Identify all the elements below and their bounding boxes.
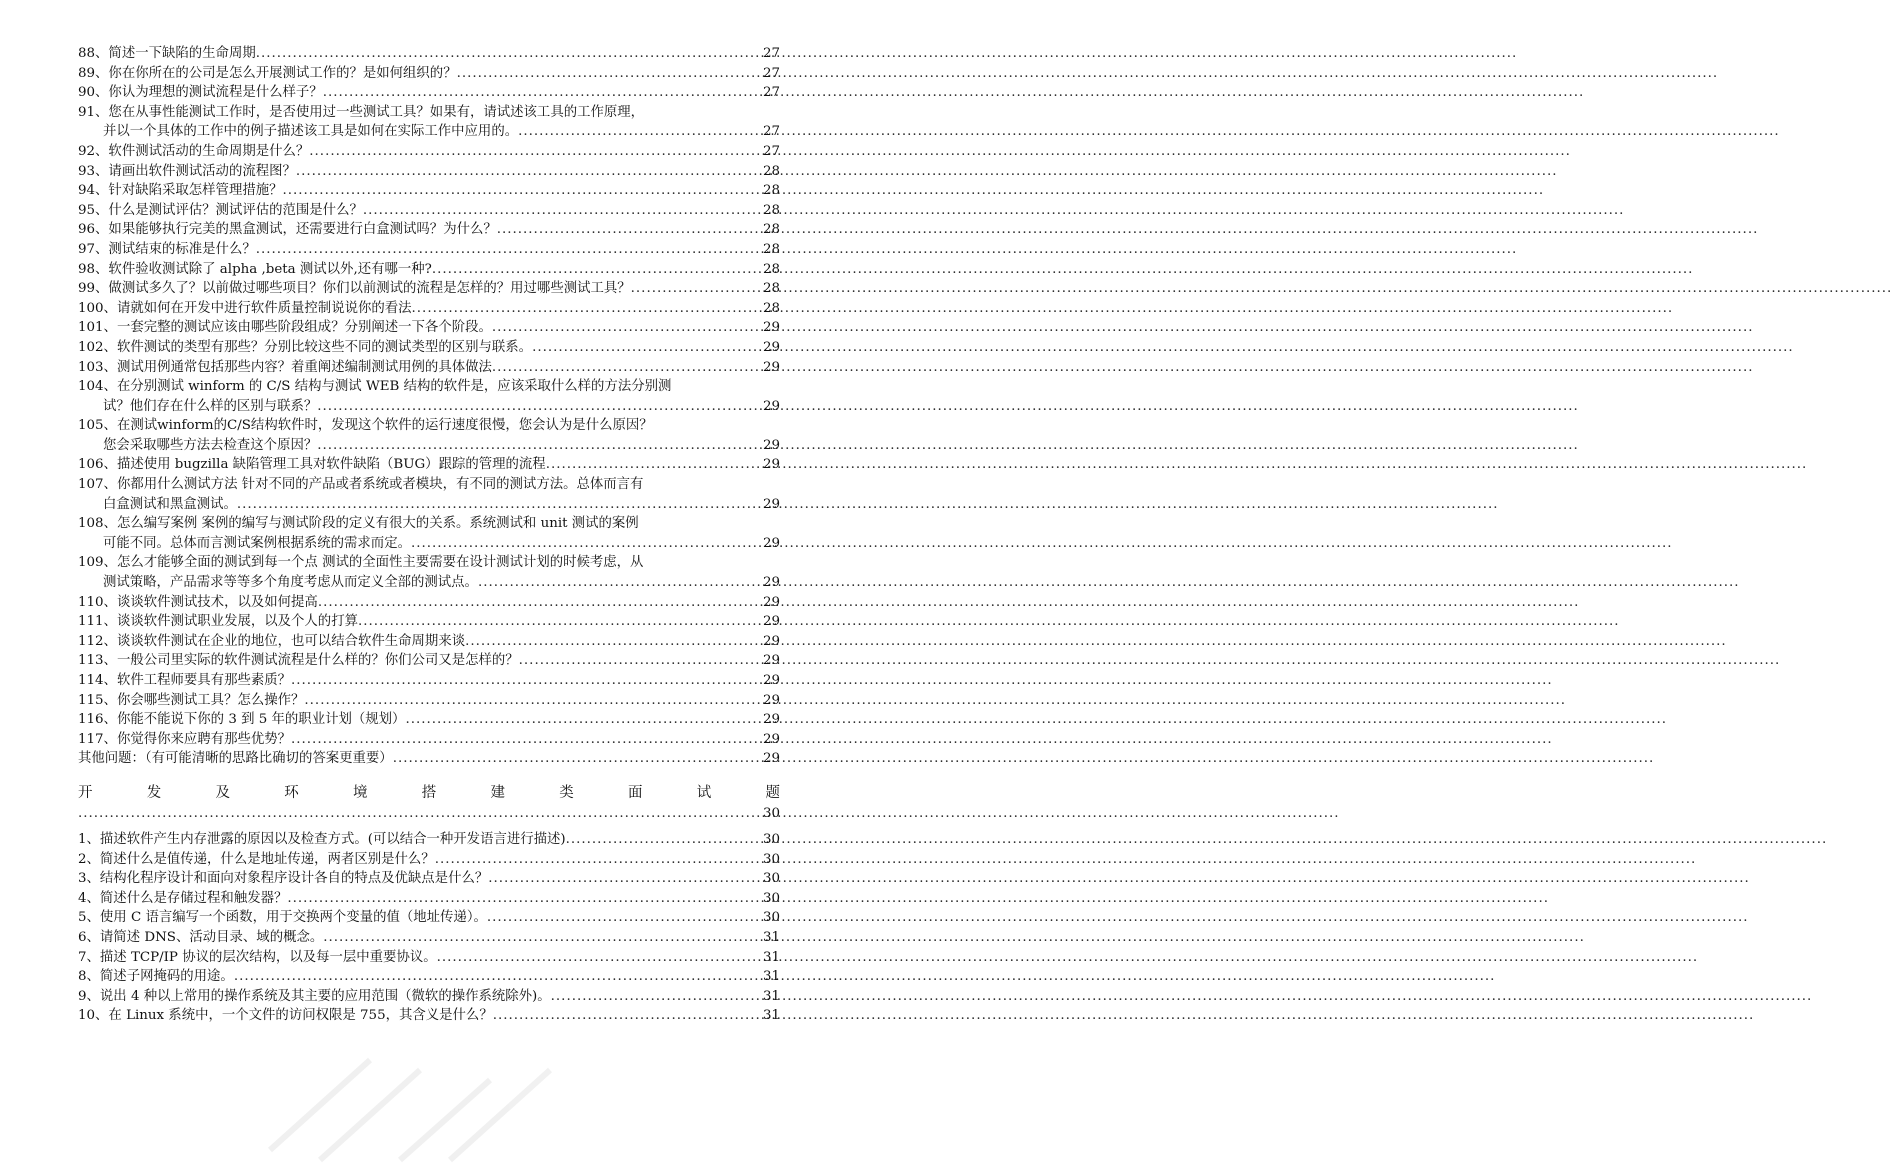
toc-entry[interactable] (78, 889, 780, 909)
table-of-contents (78, 44, 780, 1026)
toc-entry[interactable] (78, 928, 780, 948)
toc-page-number: 29 (762, 359, 780, 375)
dot-leader (487, 908, 761, 928)
dot-leader (318, 593, 761, 613)
toc-entry[interactable] (78, 869, 780, 889)
toc-entry-line (78, 691, 780, 711)
dot-leader (393, 749, 761, 769)
toc-entry-text: 94、针对缺陷采取怎样管理措施？ (78, 183, 283, 199)
dot-leader (492, 358, 761, 378)
toc-entry-text: 116、你能不能说下你的 3 到 5 年的职业计划（规划） (78, 712, 406, 728)
dot-leader (518, 122, 761, 142)
toc-entry-line (78, 632, 780, 652)
dot-leader (291, 730, 761, 750)
toc-entry-line (78, 889, 780, 909)
toc-page-number: 29 (762, 633, 780, 649)
toc-entry-text: 111、谈谈软件测试职业发展，以及个人的打算 (78, 614, 358, 630)
toc-list-testing (78, 44, 780, 769)
toc-entry-line (78, 83, 780, 103)
toc-entry[interactable] (78, 162, 780, 182)
toc-entry[interactable] (78, 730, 780, 750)
toc-entry-text: 99、做测试多久了？以前做过哪些项目？你们以前测试的流程是怎样的？用过哪些测试工具？ (78, 281, 631, 297)
toc-page-number: 29 (762, 594, 780, 610)
dot-leader (412, 299, 761, 319)
dot-leader (546, 455, 761, 475)
dot-leader (532, 338, 761, 358)
toc-entry-text: 109、怎么才能够全面的测试到每一个点 测试的全面性主要需要在设计测试计划的时候考虑，从 (78, 555, 644, 571)
toc-entry-line (78, 181, 780, 201)
toc-entry-line (78, 830, 780, 850)
toc-page-number: 29 (762, 398, 780, 414)
toc-entry-text: 114、软件工程师要具有那些素质？ (78, 673, 292, 688)
dot-leader (317, 397, 761, 417)
section-title-char: 类 (559, 784, 574, 801)
toc-page-number: 29 (762, 751, 780, 767)
toc-page-number: 27 (762, 65, 780, 81)
toc-entry-line (78, 142, 780, 162)
toc-entry-text: 可能不同。总体而言测试案例根据系统的需求而定。 (103, 535, 411, 551)
toc-entry[interactable] (78, 318, 780, 338)
dot-leader (478, 573, 761, 593)
toc-page-number: 28 (762, 202, 780, 218)
toc-entry[interactable] (78, 651, 780, 671)
toc-entry[interactable] (78, 850, 780, 870)
toc-page-number: 29 (762, 535, 780, 551)
toc-page-number: 31 (762, 1008, 780, 1024)
toc-entry-text: 5、使用 C 语言编写一个函数，用于交换两个变量的值（地址传递）。 (78, 910, 487, 926)
dot-leader (519, 651, 761, 671)
toc-entry-text: 4、简述什么是存储过程和触发器？ (78, 890, 288, 906)
toc-page-number: 31 (762, 988, 780, 1004)
toc-entry-text: 101、一套完整的测试应该由哪些阶段组成？分别阐述一下各个阶段。 (78, 320, 492, 336)
section-title (78, 784, 780, 804)
section-title-char: 题 (765, 784, 780, 801)
section-spacer (78, 769, 780, 784)
toc-entry[interactable] (78, 260, 780, 280)
toc-entry[interactable] (78, 455, 780, 475)
section-title-char: 境 (353, 784, 368, 801)
toc-page-number: 30 (762, 890, 780, 906)
toc-entry[interactable] (78, 749, 780, 769)
toc-entry-line (78, 260, 780, 280)
section-title-char: 试 (696, 784, 712, 801)
toc-entry-line (78, 201, 780, 221)
section-title-char: 环 (284, 784, 299, 801)
toc-page-number: 29 (762, 692, 780, 708)
toc-entry-continuation (78, 495, 780, 515)
toc-page-number: 28 (762, 241, 780, 257)
dot-leader (287, 889, 761, 909)
toc-page-number: 29 (762, 437, 780, 453)
dot-leader (437, 948, 761, 968)
toc-entry-line (78, 671, 780, 691)
dot-leader (78, 804, 761, 823)
toc-entry-line (78, 928, 780, 948)
toc-page-number: 27 (762, 124, 780, 140)
toc-entry-text: 89、你在你所在的公司是怎么开展测试工作的？是如何组织的？ (78, 65, 457, 81)
toc-page-number: 29 (762, 575, 780, 591)
toc-entry-line (78, 987, 780, 1007)
toc-entry[interactable] (78, 220, 780, 240)
toc-page-number: 27 (762, 46, 780, 61)
toc-entry-text: 115、你会哪些测试工具？怎么操作？ (78, 692, 305, 708)
toc-entry-line (78, 64, 780, 84)
dot-leader (304, 691, 761, 711)
dot-leader (358, 612, 761, 632)
toc-entry-continuation (78, 534, 780, 554)
toc-section-heading[interactable] (78, 784, 780, 824)
toc-entry-text: 91、您在从事性能测试工作时，是否使用过一些测试工具？如果有，请试述该工具的工作原理， (78, 104, 645, 120)
toc-entry-text: 2、简述什么是值传递，什么是地址传递，两者区别是什么？ (78, 851, 435, 867)
toc-entry-text: 112、谈谈软件测试在企业的地位，也可以结合软件生命周期来谈 (78, 633, 466, 649)
toc-entry-text: 8、简述子网掩码的用途。 (78, 969, 234, 985)
toc-entry[interactable] (78, 514, 780, 553)
dot-leader (317, 436, 761, 456)
toc-entry-text: 95、什么是测试评估？测试评估的范围是什么？ (78, 202, 363, 218)
dot-leader (631, 279, 761, 299)
toc-entry-line (78, 240, 780, 260)
toc-entry-line (78, 103, 780, 123)
dot-leader (256, 44, 761, 64)
toc-entry-line (78, 1006, 780, 1026)
toc-page-number: 30 (762, 851, 780, 867)
toc-entry[interactable] (78, 377, 780, 416)
toc-entry-text: 106、描述使用 bugzilla 缺陷管理工具对软件缺陷（BUG）跟踪的管理的流程 (78, 457, 546, 473)
dot-leader (309, 142, 761, 162)
dot-leader (457, 64, 761, 84)
toc-page-number: 28 (762, 222, 780, 238)
toc-entry-continuation (78, 436, 780, 456)
toc-entry[interactable] (78, 967, 780, 987)
dot-leader (363, 201, 761, 221)
toc-entry-text: 96、如果能够执行完美的黑盒测试，还需要进行白盒测试吗？为什么？ (78, 222, 497, 238)
toc-entry[interactable] (78, 691, 780, 711)
toc-entry-text: 1、描述软件产生内存泄露的原因以及检查方式。(可以结合一种开发语言进行描述) (78, 831, 566, 847)
dot-leader (492, 318, 761, 338)
toc-entry-line (78, 455, 780, 475)
toc-page-number: 30 (762, 831, 780, 847)
dot-leader (435, 850, 761, 870)
toc-entry-text: 92、软件测试活动的生命周期是什么？ (78, 143, 310, 159)
toc-entry[interactable] (78, 358, 780, 378)
toc-entry-text: 试？他们存在什么样的区别与联系？ (103, 398, 318, 414)
toc-entry-line (78, 553, 780, 573)
toc-entry-line (78, 279, 780, 299)
toc-entry[interactable] (78, 299, 780, 319)
toc-entry-line (78, 948, 780, 968)
toc-entry-line (78, 967, 780, 987)
toc-entry-line (78, 299, 780, 319)
toc-entry[interactable] (78, 181, 780, 201)
toc-entry-text: 105、在测试winform的C/S结构软件时，发现这个软件的运行速度很慢，您会认为是什么原因？ (78, 418, 653, 434)
toc-entry-line (78, 377, 780, 397)
toc-page-number: 28 (762, 163, 780, 179)
toc-entry-line (78, 651, 780, 671)
toc-entry-line (78, 869, 780, 889)
dot-leader (256, 240, 761, 260)
toc-entry-text: 7、描述 TCP/IP 协议的层次结构，以及每一层中重要协议。 (78, 949, 437, 965)
dot-leader (465, 632, 761, 652)
toc-entry[interactable] (78, 416, 780, 455)
watermark-stamp (250, 1040, 580, 1170)
dot-leader (566, 830, 761, 850)
toc-entry[interactable] (78, 987, 780, 1007)
toc-entry-text: 90、你认为理想的测试流程是什么样子？ (78, 85, 323, 101)
toc-page-number: 31 (762, 929, 780, 945)
toc-entry-text: 并以一个具体的工作中的例子描述该工具是如何在实际工作中应用的。 (103, 124, 519, 140)
section-title-char: 建 (490, 784, 505, 801)
dot-leader (405, 710, 761, 730)
toc-entry-line (78, 908, 780, 928)
toc-entry-text: 93、请画出软件测试活动的流程图？ (78, 163, 296, 179)
section-page-number: 30 (762, 805, 780, 821)
dot-leader (432, 260, 761, 280)
section-title-char: 面 (628, 784, 643, 801)
toc-entry-line (78, 358, 780, 378)
toc-entry-text: 88、简述一下缺陷的生命周期 (78, 46, 256, 61)
toc-page-number: 29 (762, 712, 780, 728)
section-title-leader-row (78, 804, 780, 824)
toc-entry-text: 6、请简述 DNS、活动目录、域的概念。 (78, 929, 324, 945)
toc-entry[interactable] (78, 240, 780, 260)
toc-entry-line (78, 44, 780, 64)
toc-page-number: 29 (762, 653, 780, 669)
toc-entry-line (78, 710, 780, 730)
toc-entry-continuation (78, 573, 780, 593)
toc-entry-line (78, 730, 780, 750)
toc-page-number: 28 (762, 183, 780, 199)
toc-entry-text: 108、怎么编写案例 案例的编写与测试阶段的定义有很大的关系。系统测试和 unit 测试的案例 (78, 516, 639, 532)
dot-leader (493, 1006, 761, 1026)
toc-page-number: 30 (762, 871, 780, 887)
toc-entry-line (78, 318, 780, 338)
toc-entry-text: 110、谈谈软件测试技术，以及如何提高 (78, 594, 318, 610)
toc-entry-text: 102、软件测试的类型有那些？分别比较这些不同的测试类型的区别与联系。 (78, 339, 533, 355)
toc-entry-text: 98、软件验收测试除了 alpha ,beta 测试以外,还有哪一种? (78, 261, 432, 277)
toc-entry-line (78, 338, 780, 358)
toc-entry-text: 100、请就如何在开发中进行软件质量控制说说你的看法 (78, 300, 412, 316)
toc-entry-line (78, 612, 780, 632)
toc-entry[interactable] (78, 201, 780, 221)
toc-page-number: 29 (762, 731, 780, 747)
toc-page-number: 29 (762, 496, 780, 512)
toc-page-number: 28 (762, 300, 780, 316)
toc-entry-line (78, 475, 780, 495)
toc-entry[interactable] (78, 710, 780, 730)
toc-page-number: 28 (762, 261, 780, 277)
toc-entry-line (78, 514, 780, 534)
toc-page-number: 27 (762, 143, 780, 159)
toc-list-dev-env (78, 830, 780, 1026)
dot-leader (488, 869, 761, 889)
toc-entry[interactable] (78, 593, 780, 613)
dot-leader (237, 495, 761, 515)
section-title-char: 开 (78, 784, 93, 801)
toc-entry-line (78, 416, 780, 436)
section-title-char: 搭 (421, 784, 437, 801)
toc-entry-text: 107、你都用什么测试方法 针对不同的产品或者系统或者模块，有不同的测试方法。总体而言有 (78, 477, 644, 493)
toc-entry[interactable] (78, 64, 780, 84)
toc-entry[interactable] (78, 632, 780, 652)
toc-page-number: 28 (762, 281, 780, 297)
dot-leader (323, 83, 761, 103)
toc-entry-text: 104、在分别测试 winform 的 C/S 结构与测试 WEB 结构的软件是，应该采取什么样的方法分别测 (78, 379, 672, 395)
dot-leader (291, 671, 761, 691)
toc-entry-text: 白盒测试和黑盒测试。 (103, 496, 237, 512)
section-title-char: 及 (215, 784, 230, 801)
toc-page-number: 29 (762, 320, 780, 336)
toc-entry[interactable] (78, 44, 780, 64)
dot-leader (497, 220, 761, 240)
toc-entry-line (78, 220, 780, 240)
dot-leader (283, 181, 761, 201)
toc-entry-text: 9、说出 4 种以上常用的操作系统及其主要的应用范围（微软的操作系统除外)。 (78, 988, 551, 1004)
toc-entry[interactable] (78, 103, 780, 142)
toc-entry[interactable] (78, 830, 780, 850)
toc-entry-text: 3、结构化程序设计和面向对象程序设计各自的特点及优缺点是什么？ (78, 871, 489, 887)
toc-entry-line (78, 593, 780, 613)
toc-page-number: 27 (762, 85, 780, 101)
toc-entry[interactable] (78, 1006, 780, 1026)
dot-leader (551, 987, 761, 1007)
toc-page-number: 31 (762, 969, 780, 985)
toc-page-number: 29 (762, 673, 780, 688)
toc-entry[interactable] (78, 279, 780, 299)
toc-entry-line (78, 749, 780, 769)
toc-entry[interactable] (78, 553, 780, 592)
toc-entry[interactable] (78, 83, 780, 103)
toc-entry[interactable] (78, 475, 780, 514)
toc-entry[interactable] (78, 908, 780, 928)
toc-page-number: 31 (762, 949, 780, 965)
section-title-char: 发 (146, 784, 162, 801)
toc-page-number: 30 (762, 910, 780, 926)
toc-entry-line (78, 850, 780, 870)
toc-entry-text: 其他问题：（有可能清晰的思路比确切的答案更重要） (78, 751, 393, 767)
dot-leader (411, 534, 761, 554)
toc-page-number: 29 (762, 614, 780, 630)
toc-entry-continuation (78, 397, 780, 417)
toc-entry-text: 117、你觉得你来应聘有那些优势？ (78, 731, 292, 747)
toc-entry-text: 103、测试用例通常包括那些内容？着重阐述编制测试用例的具体做法 (78, 359, 492, 375)
dot-leader (296, 162, 761, 182)
toc-entry[interactable] (78, 948, 780, 968)
dot-leader (234, 967, 761, 987)
toc-page-number: 29 (762, 339, 780, 355)
toc-entry[interactable] (78, 142, 780, 162)
toc-entry-text: 测试策略，产品需求等等多个角度考虑从而定义全部的测试点。 (103, 575, 478, 591)
toc-entry-line (78, 162, 780, 182)
toc-entry[interactable] (78, 671, 780, 691)
toc-entry[interactable] (78, 612, 780, 632)
dot-leader (323, 928, 761, 948)
toc-entry-text: 97、测试结束的标准是什么？ (78, 241, 256, 257)
toc-entry-text: 您会采取哪些方法去检查这个原因？ (103, 437, 318, 453)
toc-entry-text: 113、一般公司里实际的软件测试流程是什么样的？你们公司又是怎样的？ (78, 653, 519, 669)
toc-entry[interactable] (78, 338, 780, 358)
toc-entry-continuation (78, 122, 780, 142)
toc-page-number: 29 (762, 457, 780, 473)
toc-entry-text: 10、在 Linux 系统中，一个文件的访问权限是 755，其含义是什么？ (78, 1008, 493, 1024)
